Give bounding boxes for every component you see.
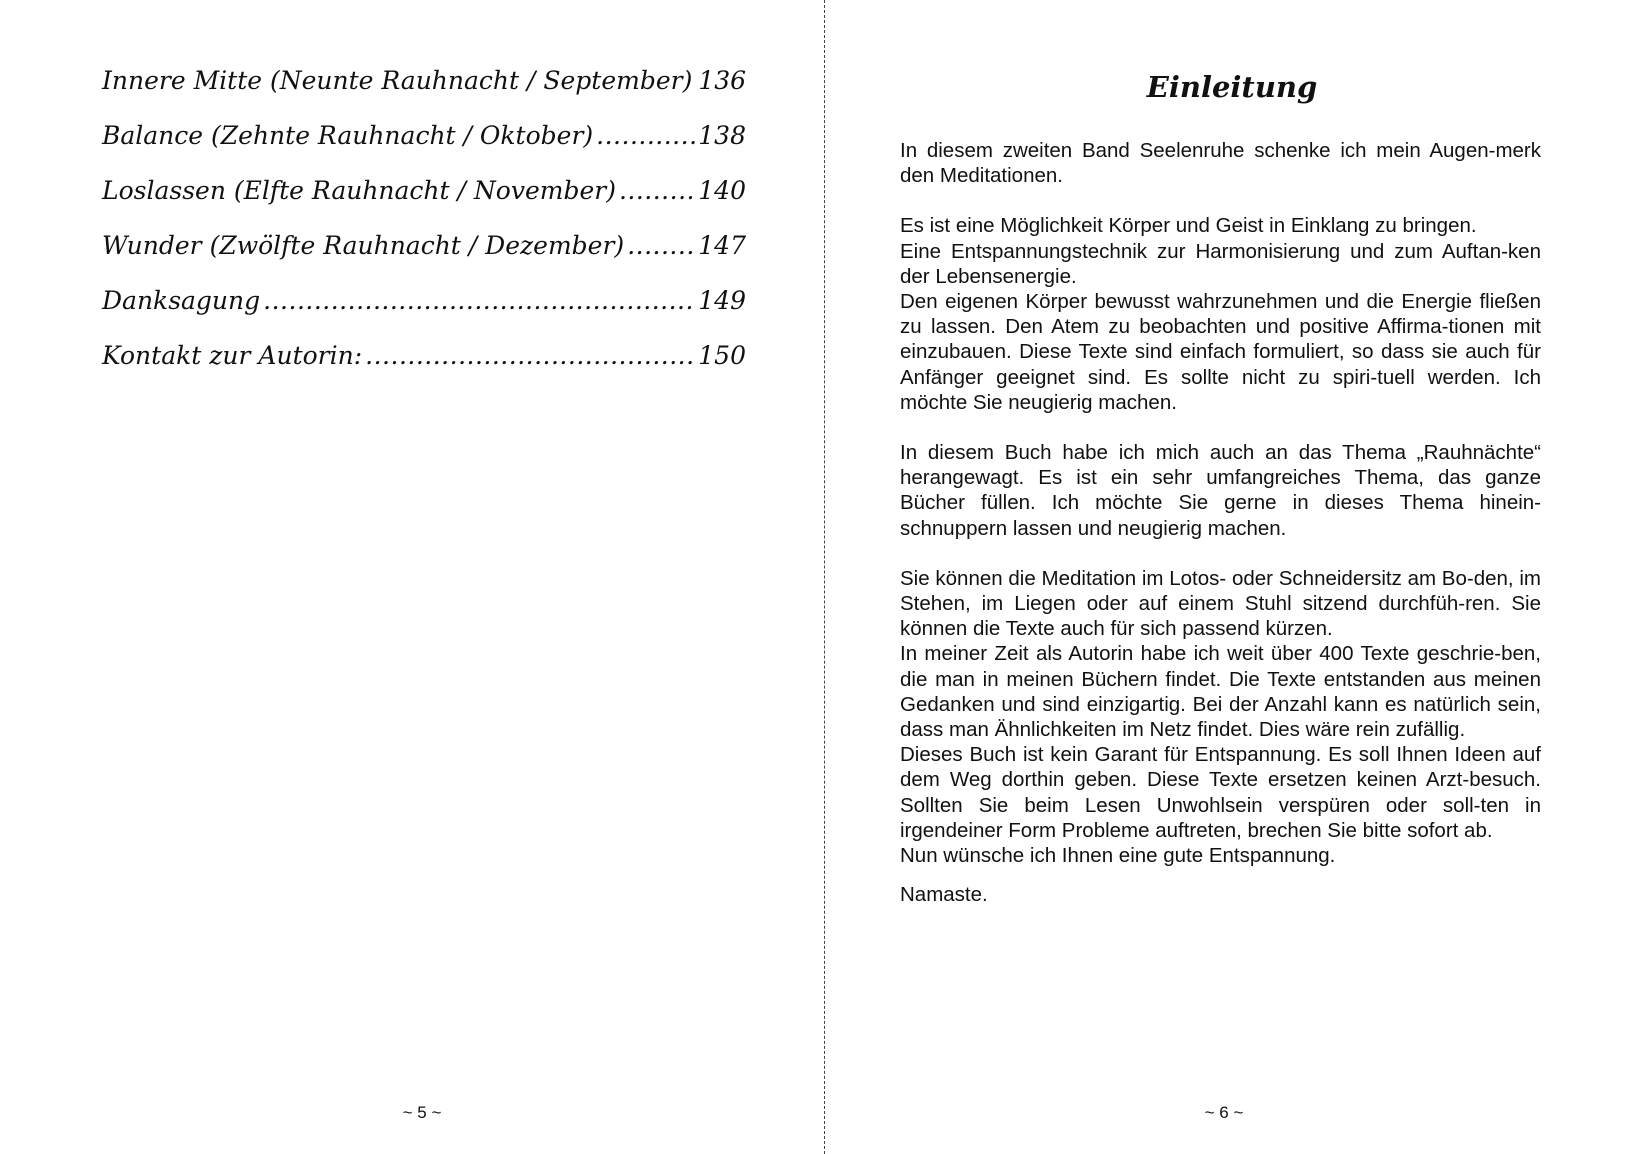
page-number-right: ~ 6 ~ (1204, 1103, 1244, 1122)
toc-entry[interactable] (102, 66, 746, 121)
toc-entry-title: Balance (Zehnte Rauhnacht / Oktober) (102, 121, 594, 150)
toc-entry-title: Danksagung (102, 286, 261, 315)
paragraph: Namaste. (900, 883, 988, 907)
toc-leader-dots (263, 286, 695, 315)
toc-leader-dots (596, 121, 695, 150)
paragraph: Eine Entspannungstechnik zur Harmonisierung und zum Auftan-ken der Lebensenergie. (900, 239, 1541, 288)
toc-entry-page: 150 (698, 341, 746, 370)
toc-entry-title: Wunder (Zwölfte Rauhnacht / Dezember) (102, 231, 625, 260)
toc-entry-page: 149 (698, 286, 746, 315)
paragraph: Dieses Buch ist kein Garant für Entspannung. Es soll Ihnen Ideen auf dem Weg dorthin geben. Diese Texte ersetzen keinen Arzt-besuch. Sollten Sie beim Lesen Unwohlsein verspüren oder soll-ten in irgendeiner Form Probleme auftreten, brechen Sie bitte sofort ab. (900, 743, 1541, 842)
paragraph: Nun wünsche ich Ihnen eine gute Entspannung. (900, 844, 1336, 868)
table-of-contents (102, 66, 746, 396)
toc-entry[interactable] (102, 176, 746, 231)
paragraph: In diesem Buch habe ich mich auch an das Thema „Rauhnächte“ herangewagt. Es ist ein sehr umfangreiches Thema, das ganze Bücher füllen. Ich möchte Sie gerne in dieses Thema hinein-schnuppern lassen und neugierig machen. (900, 441, 1541, 540)
paragraph: In diesem zweiten Band Seelenruhe schenke ich mein Augen-merk den Meditationen. (900, 139, 1541, 188)
toc-entry[interactable] (102, 286, 746, 341)
toc-leader-dots (619, 176, 695, 205)
toc-entry-title: Innere Mitte (Neunte Rauhnacht / September) (102, 66, 693, 95)
paragraph: Den eigenen Körper bewusst wahrzunehmen und die Energie fließen zu lassen. Den Atem zu beobachten und positive Affirma-tionen mit einzubauen. Diese Texte sind einfach formuliert, so dass sie auch für Anfänger geeignet sind. Es sollte nicht zu spiri-tuell werden. Ich möchte Sie neugierig machen. (900, 290, 1541, 414)
toc-entry-page: 136 (698, 66, 747, 95)
toc-entry-page: 147 (698, 231, 746, 260)
toc-entry-page: 140 (698, 176, 746, 205)
chapter-title: Einleitung (1146, 70, 1318, 104)
toc-leader-dots (627, 231, 695, 260)
toc-entry-title: Kontakt zur Autorin: (102, 341, 363, 370)
toc-leader-dots (365, 341, 695, 370)
paragraph: Es ist eine Möglichkeit Körper und Geist in Einklang zu bringen. (900, 214, 1477, 238)
toc-entry[interactable] (102, 341, 746, 396)
paragraph: Sie können die Meditation im Lotos- oder Schneidersitz am Bo-den, im Stehen, im Liegen oder auf einem Stuhl sitzend durchfüh-ren. Sie können die Texte auch für sich passend kürzen. (900, 566, 1541, 641)
toc-entry[interactable] (102, 121, 746, 176)
toc-entry-page: 138 (698, 121, 746, 150)
chapter-body (900, 138, 1541, 907)
right-page (826, 0, 1638, 1154)
page-divider (824, 0, 825, 1154)
page-number-left: ~ 5 ~ (402, 1103, 442, 1122)
toc-entry-title: Loslassen (Elfte Rauhnacht / November) (102, 176, 616, 205)
toc-entry[interactable] (102, 231, 746, 286)
paragraph: In meiner Zeit als Autorin habe ich weit über 400 Texte geschrie-ben, die man in meinen Büchern findet. Die Texte entstanden aus meinen Gedanken und sind einzigartig. Bei der Anzahl kann es natürlich sein, dass man Ähnlichkeiten im Netz findet. Dies wäre rein zufällig. (900, 642, 1541, 742)
